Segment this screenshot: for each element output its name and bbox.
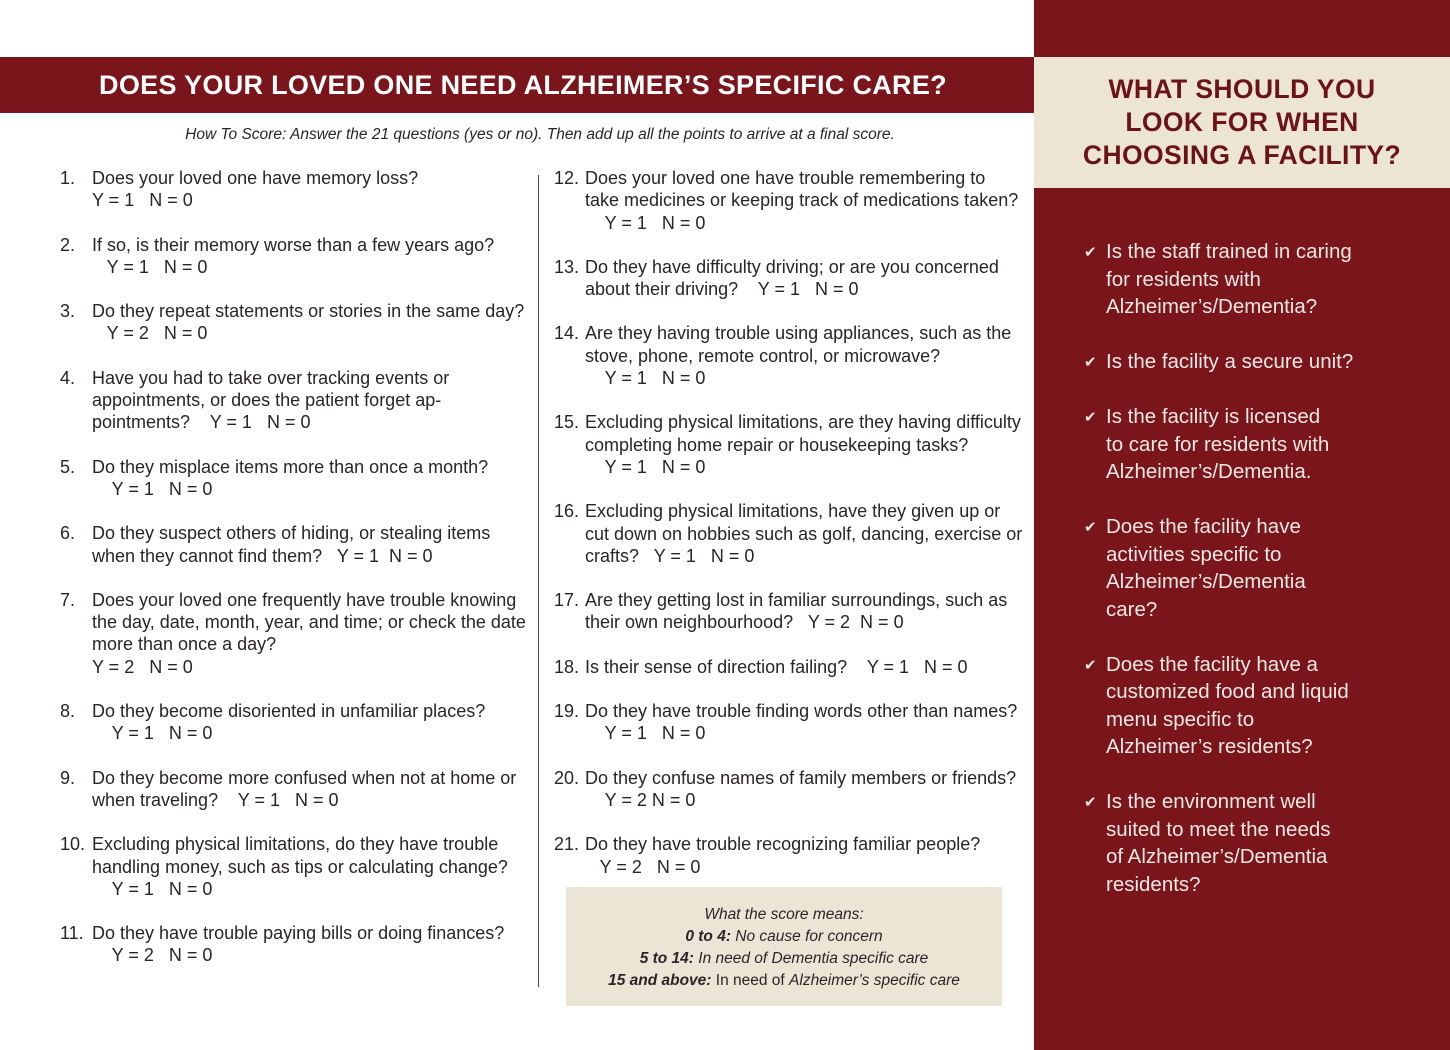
question-text: Do they have difficulty driving; or are you concerned about their driving? bbox=[585, 256, 999, 300]
question-text: Do they confuse names of family members or friends? bbox=[585, 767, 1017, 788]
checklist-line: Is the environment well bbox=[1106, 790, 1316, 813]
page-title-banner bbox=[0, 57, 1034, 113]
question-item bbox=[60, 833, 530, 900]
checklist-line: Alzheimer’s/Dementia? bbox=[1106, 295, 1318, 318]
score-range: 0 to 4: bbox=[685, 928, 731, 945]
question-number: 14. bbox=[554, 323, 580, 344]
question-text: Excluding physical limitations, have they given up or cut down on hobbies such as golf, dancing, exercise or crafts? bbox=[585, 501, 1023, 566]
checklist-line: Alzheimer’s/Dementia bbox=[1106, 570, 1306, 593]
question-item bbox=[60, 456, 530, 501]
question-item bbox=[60, 367, 530, 434]
question-text: Have you had to take over tracking events or appointments, or does the patient forget appointments? bbox=[92, 367, 450, 433]
question-item bbox=[554, 589, 1024, 634]
question-number: 7. bbox=[60, 589, 76, 610]
question-score: Y = 1 N = 0 bbox=[585, 368, 706, 389]
checklist-line: menu specific to bbox=[1106, 707, 1255, 731]
question-number: 13. bbox=[554, 256, 580, 277]
question-score: Y = 2 N = 0 bbox=[793, 612, 904, 633]
score-heading: What the score means: bbox=[704, 906, 864, 923]
facility-checklist bbox=[1084, 238, 1414, 926]
question-item bbox=[554, 656, 1024, 678]
question-text: Does your loved one have memory loss? bbox=[92, 168, 419, 188]
checklist-line: Is the facility is licensed bbox=[1106, 405, 1321, 428]
question-score: Y = 1 N = 0 bbox=[639, 545, 755, 566]
how-to-score: How To Score: Answer the 21 questions (yes or no). Then add up all the points to arrive at a final score. bbox=[185, 126, 895, 143]
checkmark-icon: ✔ bbox=[1084, 244, 1097, 261]
sidebar-title-line: WHAT SHOULD YOU bbox=[1108, 74, 1376, 104]
question-score: Y = 1 N = 0 bbox=[92, 190, 193, 211]
question-item bbox=[554, 833, 1024, 878]
checklist-item bbox=[1084, 651, 1414, 761]
question-item bbox=[554, 411, 1024, 478]
question-score: Y = 1 N = 0 bbox=[92, 723, 213, 744]
checklist-line: of Alzheimer’s/Dementia bbox=[1106, 845, 1328, 868]
question-number: 18. bbox=[554, 656, 580, 677]
score-range: 15 and above: bbox=[608, 972, 712, 989]
question-number: 11. bbox=[60, 923, 84, 944]
question-number: 6. bbox=[60, 523, 76, 544]
question-number: 12. bbox=[554, 168, 580, 188]
questions-right-column bbox=[554, 167, 1024, 878]
question-item bbox=[60, 767, 530, 812]
question-item bbox=[554, 256, 1024, 301]
question-score: Y = 2 N = 0 bbox=[585, 789, 696, 810]
question-score: Y = 1 N = 0 bbox=[92, 478, 213, 499]
question-item bbox=[554, 767, 1024, 812]
checklist-line: Alzheimer’s residents? bbox=[1106, 735, 1313, 758]
question-score: Y = 2 N = 0 bbox=[585, 856, 701, 877]
question-score: Y = 1 N = 0 bbox=[218, 789, 339, 810]
checklist-line: customized food and liquid bbox=[1106, 680, 1349, 703]
checkmark-icon: ✔ bbox=[1084, 656, 1097, 674]
question-score: Y = 2 N = 0 bbox=[92, 945, 213, 966]
question-number: 1. bbox=[60, 168, 76, 188]
question-number: 20. bbox=[554, 767, 580, 788]
question-text: Do they become more confused when not at home or when traveling? bbox=[92, 767, 517, 810]
question-number: 17. bbox=[554, 590, 580, 611]
score-meaning-box bbox=[566, 887, 1002, 1006]
checklist-line: care? bbox=[1106, 597, 1158, 621]
checklist-line: for residents with bbox=[1106, 267, 1261, 291]
questions-left-column bbox=[60, 167, 530, 967]
question-number: 2. bbox=[60, 234, 76, 255]
question-number: 15. bbox=[554, 412, 580, 433]
question-number: 4. bbox=[60, 367, 76, 388]
question-score: Y = 1 N = 0 bbox=[585, 456, 706, 477]
score-range-text: No cause for concern bbox=[731, 928, 883, 945]
question-score: Y = 1 N = 0 bbox=[92, 878, 213, 899]
question-text: Do they misplace items more than once a month? bbox=[92, 456, 489, 477]
question-score: Y = 1 N = 0 bbox=[92, 256, 208, 277]
question-text: Are they having trouble using appliances, such as the stove, phone, remote control, or microwave? bbox=[585, 323, 1012, 366]
sidebar-title-line: LOOK FOR WHEN bbox=[1125, 107, 1359, 137]
checklist-line: activities specific to bbox=[1106, 542, 1282, 566]
question-text: Do they have trouble recognizing familiar people? bbox=[585, 834, 981, 855]
sidebar-title-box bbox=[1034, 57, 1450, 188]
question-number: 21. bbox=[554, 834, 580, 855]
question-item bbox=[60, 300, 530, 345]
checklist-item bbox=[1084, 348, 1414, 376]
checklist-line: Does the facility have bbox=[1106, 515, 1301, 538]
question-text: If so, is their memory worse than a few years ago? bbox=[92, 234, 495, 255]
column-divider bbox=[538, 175, 539, 987]
question-score: Y = 2 N = 0 bbox=[92, 656, 193, 677]
checklist-item bbox=[1084, 788, 1414, 898]
checklist-line: Alzheimer’s/Dementia. bbox=[1106, 460, 1312, 483]
score-range-row bbox=[566, 948, 1002, 970]
question-score: Y = 1 N = 0 bbox=[585, 212, 706, 233]
checkmark-icon: ✔ bbox=[1084, 519, 1097, 536]
sidebar-title-line: CHOOSING A FACILITY? bbox=[1082, 140, 1402, 170]
question-item bbox=[60, 589, 530, 678]
question-text: Do they become disoriented in unfamiliar places? bbox=[92, 701, 486, 722]
question-number: 9. bbox=[60, 767, 76, 788]
question-text: Does your loved one frequently have trouble knowing the day, date, month, year, and time; or check the date more than once a day? bbox=[92, 589, 526, 655]
question-item bbox=[554, 500, 1024, 567]
question-text: Are they getting lost in familiar surroundings, such as their own neighbourhood? bbox=[585, 590, 1008, 633]
question-score: Y = 1 N = 0 bbox=[190, 412, 311, 433]
question-score: Y = 1 N = 0 bbox=[738, 279, 859, 300]
checklist-line: residents? bbox=[1106, 872, 1201, 896]
question-text: Does your loved one have trouble remembering to take medicines or keeping track of medications taken? bbox=[585, 168, 1019, 211]
checklist-item bbox=[1084, 403, 1414, 486]
sidebar-title bbox=[1083, 73, 1401, 172]
question-text: Do they have trouble paying bills or doing finances? bbox=[92, 923, 505, 944]
score-range: 5 to 14: bbox=[639, 950, 694, 967]
checklist-item bbox=[1084, 513, 1414, 623]
checklist-line: Does the facility have a bbox=[1106, 652, 1318, 676]
question-score: Y = 2 N = 0 bbox=[92, 323, 208, 344]
question-score: Y = 1 N = 0 bbox=[585, 723, 706, 744]
checkmark-icon: ✔ bbox=[1084, 794, 1097, 811]
question-number: 16. bbox=[554, 501, 580, 522]
score-range-text: In need of Dementia specific care bbox=[693, 950, 929, 967]
question-text: Do they have trouble finding words other than names? bbox=[585, 701, 1018, 722]
question-item bbox=[60, 522, 530, 567]
checklist-line: to care for residents with bbox=[1106, 432, 1330, 456]
question-score: Y = 1 N = 0 bbox=[847, 656, 968, 677]
checklist-line: Is the facility a secure unit? bbox=[1106, 350, 1354, 373]
question-item bbox=[60, 922, 530, 967]
question-number: 5. bbox=[60, 456, 76, 477]
question-text: Do they repeat statements or stories in the same day? bbox=[92, 301, 525, 322]
checkmark-icon: ✔ bbox=[1084, 354, 1097, 371]
question-number: 3. bbox=[60, 301, 76, 322]
question-item bbox=[554, 167, 1024, 234]
question-text: Excluding physical limitations, do they have trouble handling money, such as tips or calculating change? bbox=[92, 834, 508, 877]
question-score: Y = 1 N = 0 bbox=[322, 545, 433, 566]
question-item bbox=[60, 700, 530, 745]
question-item bbox=[554, 322, 1024, 389]
question-number: 10. bbox=[60, 834, 86, 855]
checklist-line: Is the staff trained in caring bbox=[1106, 240, 1352, 263]
question-item bbox=[60, 167, 530, 212]
score-range-row bbox=[566, 970, 1002, 992]
question-number: 8. bbox=[60, 701, 76, 722]
question-text: Excluding physical limitations, are they having difficulty completing home repair or housekeeping tasks? bbox=[585, 412, 1021, 455]
question-item bbox=[60, 234, 530, 279]
page-title: DOES YOUR LOVED ONE NEED ALZHEIMER’S SPECIFIC CARE? bbox=[99, 69, 947, 100]
question-text: Do they suspect others of hiding, or stealing items when they cannot find them? bbox=[92, 523, 491, 566]
question-text: Is their sense of direction failing? bbox=[585, 656, 848, 677]
checkmark-icon: ✔ bbox=[1084, 409, 1097, 426]
score-range-text: Alzheimer’s specific care bbox=[789, 972, 960, 989]
score-range-text: In need of bbox=[711, 972, 790, 989]
checklist-line: suited to meet the needs bbox=[1106, 817, 1331, 841]
question-item bbox=[554, 700, 1024, 745]
question-number: 19. bbox=[554, 701, 580, 722]
checklist-item bbox=[1084, 238, 1414, 321]
score-range-row bbox=[566, 926, 1002, 948]
